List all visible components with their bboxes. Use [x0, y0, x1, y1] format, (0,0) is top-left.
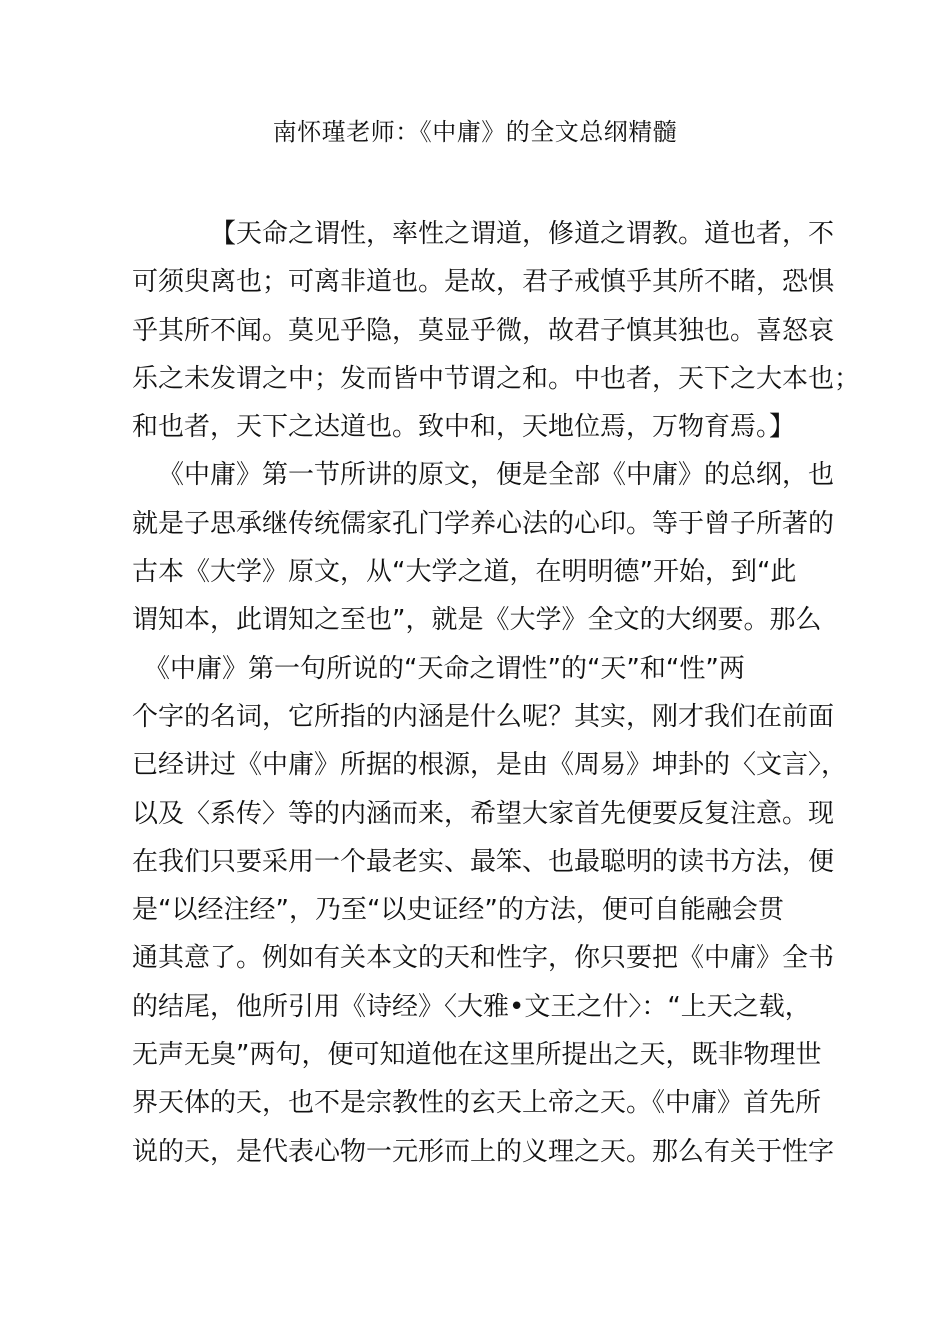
text-line: 就是子思承继传统儒家孔门学养心法的心印。等于曾子所著的: [132, 508, 835, 539]
document-body: [132, 210, 861, 1176]
text-line: 谓知本，此谓知之至也”，就是《大学》全文的大纲要。那么: [132, 605, 822, 636]
text-line: 是“以经注经”，乃至“以史证经”的方法，便可自能融会贯: [132, 895, 784, 926]
text-line: 说的天，是代表心物一元形而上的义理之天。那么有关于性字: [132, 1136, 835, 1167]
document-title: 南怀瑾老师：《中庸》的全文总纲精髓: [272, 118, 678, 146]
text-line: 《中庸》第一句所说的“天命之谓性”的“天”和“性”两: [144, 653, 745, 684]
text-line: 可须臾离也；可离非道也。是故，君子戒慎乎其所不睹，恐惧: [132, 267, 835, 298]
text-line: 和也者，天下之达道也。致中和，天地位焉，万物育焉。】: [132, 412, 796, 443]
text-line: 已经讲过《中庸》所据的根源，是由《周易》坤卦的〈文言〉，: [132, 750, 848, 781]
text-line: 以及〈系传〉等的内涵而来，希望大家首先便要反复注意。现: [132, 798, 835, 829]
text-line: 【天命之谓性，率性之谓道，修道之谓教。道也者，不: [210, 219, 835, 249]
text-line: 《中庸》第一节所讲的原文，便是全部《中庸》的总纲，也: [158, 460, 835, 491]
text-line: 乎其所不闻。莫见乎隐，莫显乎微，故君子慎其独也。喜怒哀: [132, 315, 835, 346]
text-line: 的结尾，他所引用《诗经》〈大雅•文王之什〉：“上天之载，: [132, 991, 811, 1022]
text-line: 个字的名词，它所指的内涵是什么呢？其实，刚才我们在前面: [132, 701, 835, 732]
text-line: 在我们只要采用一个最老实、最笨、也最聪明的读书方法，便: [132, 846, 835, 877]
text-line: 古本《大学》原文，从“大学之道，在明明德”开始，到“此: [132, 557, 797, 588]
text-line: 界天体的天，也不是宗教性的玄天上帝之天。《中庸》首先所: [132, 1088, 822, 1119]
text-line: 通其意了。例如有关本文的天和性字，你只要把《中庸》全书: [132, 943, 835, 974]
text-line: 无声无臭”两句，便可知道他在这里所提出之天，既非物理世: [132, 1040, 822, 1071]
text-line: 乐之未发谓之中；发而皆中节谓之和。中也者，天下之大本也；: [132, 363, 861, 394]
